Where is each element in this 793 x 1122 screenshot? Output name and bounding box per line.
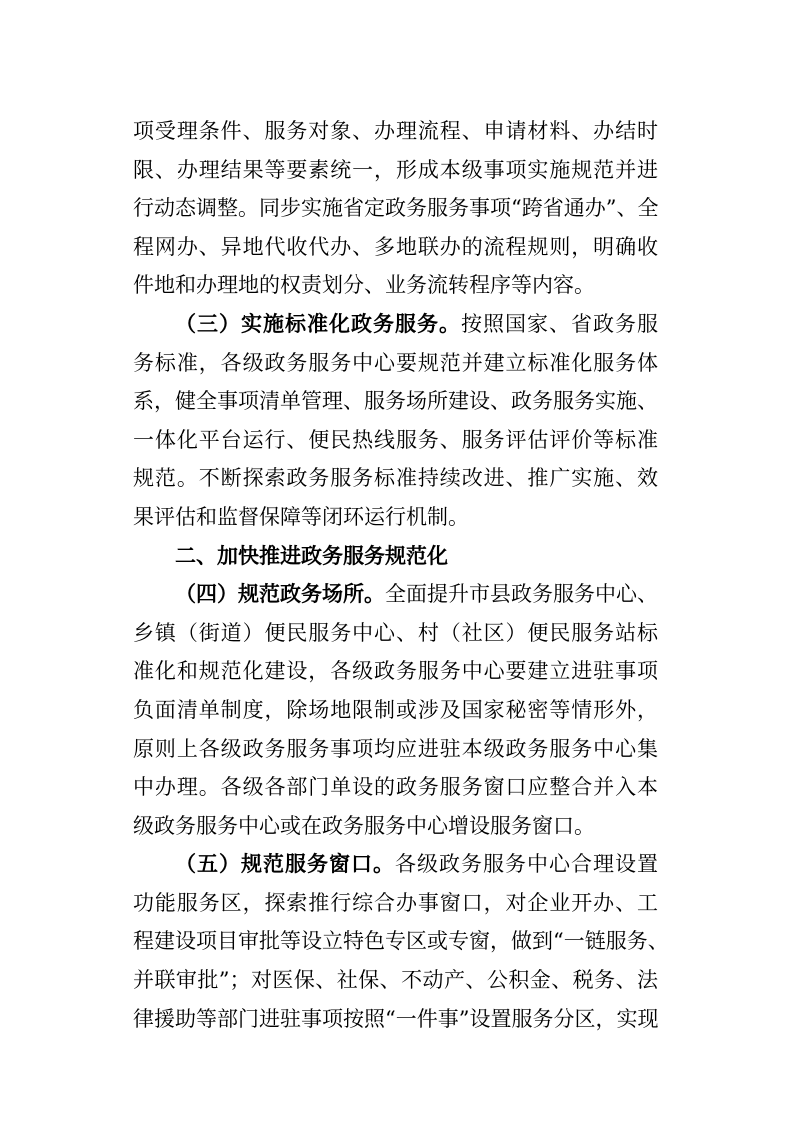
text-line: 务标准，各级政务服务中心要规范并建立标准化服务体: [133, 350, 658, 375]
text-line: 原则上各级政务服务事项均应进驻本级政务服务中心集: [133, 736, 658, 761]
text-line: 程网办、异地代收代办、多地联办的流程规则，明确收: [133, 234, 658, 259]
text-line: 准化和规范化建设，各级政务服务中心要建立进驻事项: [133, 659, 658, 684]
text-line: 中办理。各级各部门单设的政务服务窗口应整合并入本: [133, 775, 658, 800]
section-lead-5: （五）规范服务窗口。: [175, 851, 395, 877]
text-line: 程建设项目审批等设立特色专区或专窗，做到“一链服务、: [133, 929, 669, 954]
section-lead-4: （四）规范政务场所。: [175, 581, 385, 607]
text-span: 全面提升市县政务服务中心、: [385, 582, 658, 607]
section-lead-3: （三）实施标准化政务服务。: [175, 310, 461, 336]
text-line: 件地和办理地的权责划分、业务流转程序等内容。: [133, 273, 595, 298]
text-line: 一体化平台运行、便民热线服务、服务评估评价等标准: [133, 427, 658, 452]
text-span: 按照国家、省政务服: [461, 311, 658, 336]
paragraph-1: [133, 112, 658, 305]
text-line: 规范。不断探索政务服务标准持续改进、推广实施、效: [133, 466, 658, 491]
section-heading-2: 二、加快推进政务服务规范化: [175, 543, 448, 568]
text-line: 系，健全事项清单管理、服务场所建设、政务服务实施、: [133, 389, 658, 414]
text-line: 限、办理结果等要素统一，形成本级事项实施规范并进: [133, 157, 658, 182]
paragraph-3: [133, 575, 658, 845]
document-page: [133, 112, 669, 1038]
text-line: 负面清单制度，除场地限制或涉及国家秘密等情形外，: [133, 697, 658, 722]
text-line: 律援助等部门进驻事项按照“一件事”设置服务分区，实现: [133, 1006, 659, 1031]
paragraph-first-line: [133, 845, 658, 884]
text-line: 项受理条件、服务对象、办理流程、申请材料、办结时: [133, 119, 658, 143]
text-line: 功能服务区，探索推行综合办事窗口，对企业开办、工: [133, 890, 658, 915]
text-line: 行动态调整。同步实施省定政务服务事项“跨省通办”、全: [133, 196, 659, 221]
paragraph-first-line: [133, 575, 658, 614]
text-line: 并联审批”；对医保、社保、不动产、公积金、税务、法: [133, 968, 658, 993]
paragraph-2: [133, 305, 658, 537]
text-line: 级政务服务中心或在政务服务中心增设服务窗口。: [133, 813, 595, 838]
text-span: 各级政务服务中心合理设置: [395, 852, 658, 877]
paragraph-4: [133, 845, 669, 1038]
paragraph-first-line: [133, 305, 658, 344]
text-line: 乡镇（街道）便民服务中心、村（社区）便民服务站标: [133, 620, 658, 645]
text-line: 果评估和监督保障等闭环运行机制。: [133, 504, 469, 529]
